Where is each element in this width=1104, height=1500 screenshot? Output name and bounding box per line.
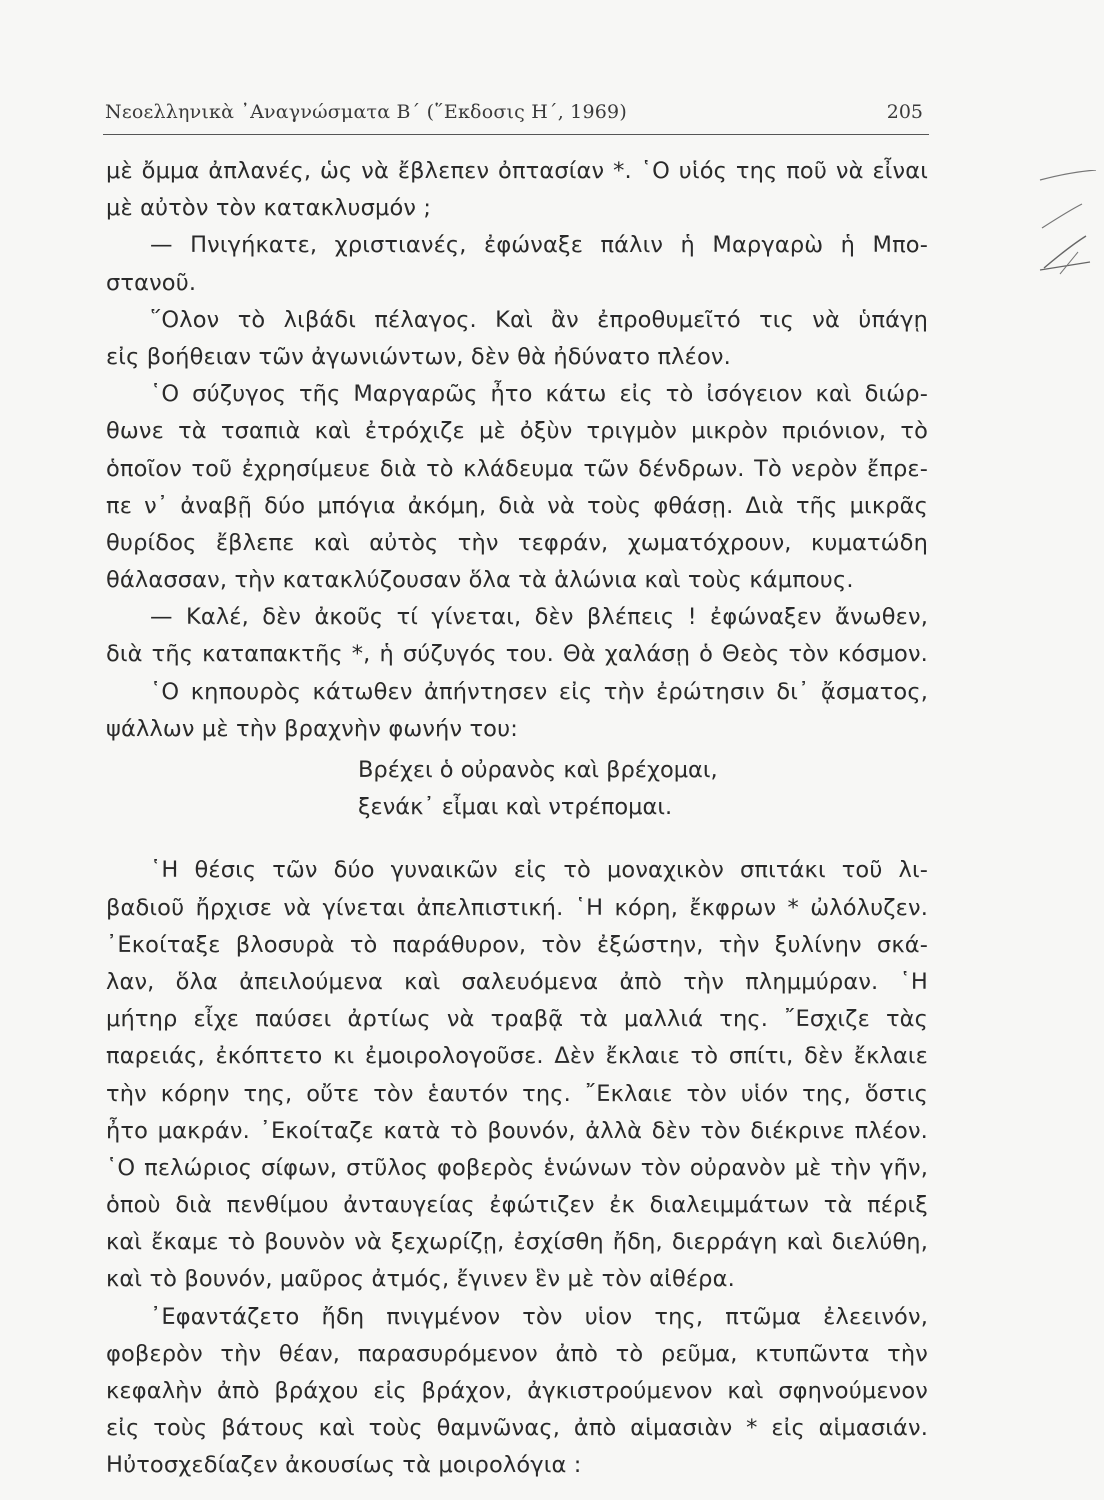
text-line: ᾿Εφαντάζετο ἤδη πνιγμένον τὸν υἱον της, πτῶμα ἐλεεινόν,: [150, 1303, 928, 1330]
verse-block: [106, 752, 928, 826]
paragraph: [106, 1299, 928, 1485]
text-line: μὲ αὐτὸν τὸν κατακλυσμόν ;: [106, 195, 432, 222]
text-line: ῾Ο σύζυγος τῆς Μαργαρῶς ἦτο κάτω εἰς τὸ ἰσόγειον καὶ διώρ-: [150, 381, 928, 408]
page-number: 205: [886, 101, 923, 123]
text-line: ᾿Εκοίταξε βλοσυρὰ τὸ παράθυρον, τὸν ἐξώστην, τὴν ξυλίνην σκά-: [106, 931, 928, 958]
paragraph: [106, 674, 928, 748]
pencil-marks-icon: [1030, 170, 1100, 290]
running-header: [103, 95, 929, 135]
text-line: βαδιοῦ ἤρχισε νὰ γίνεται ἀπελπιστική. ῾Η κόρη, ἔκφρων * ὠλόλυζεν.: [106, 894, 928, 921]
text-line: ὁποῖον τοῦ ἐχρησίμευε διὰ τὸ κλάδευμα τῶν δένδρων. Τὸ νερὸν ἔπρε-: [106, 455, 928, 482]
paragraph: [106, 153, 928, 227]
verse-line: Βρέχει ὁ οὐρανὸς καὶ βρέχομαι,: [358, 757, 718, 783]
text-line: εἰς βοήθειαν τῶν ἀγωνιώντων, δὲν θὰ ἠδύνατο πλέον.: [106, 343, 731, 370]
text-line: φοβερὸν τὴν θέαν, παρασυρόμενον ἀπὸ τὸ ρεῦμα, κτυπῶντα τὴν: [106, 1340, 928, 1367]
text-line: λαν, ὅλα ἀπειλούμενα καὶ σαλευόμενα ἀπὸ τὴν πλημμύραν. ῾Η: [106, 968, 928, 995]
text-line: καὶ τὸ βουνόν, μαῦρος ἀτμός, ἔγινεν ἓν μὲ τὸν αἰθέρα.: [106, 1266, 735, 1293]
header-title: Νεοελληνικὰ ᾿Αναγνώσματα Β΄ (῞Εκδοσις Η΄, 1969): [105, 101, 627, 123]
text-line: θάλασσαν, τὴν κατακλύζουσαν ὅλα τὰ ἁλώνια καὶ τοὺς κάμπους.: [106, 567, 854, 594]
text-line: στανοῦ.: [106, 269, 197, 296]
text-line: ψάλλων μὲ τὴν βραχνὴν φωνήν του:: [106, 715, 518, 742]
paragraph: [106, 376, 928, 599]
text-line: ὁποὺ διὰ πενθίμου ἀνταυγείας ἐφώτιζεν ἐκ διαλειμμάτων τὰ πέριξ: [106, 1192, 928, 1219]
text-line: εἰς τοὺς βάτους καὶ τοὺς θαμνῶνας, ἀπὸ αἱμασιὰν * εἰς αἱμασιάν.: [106, 1415, 928, 1442]
text-line: ῞Ολον τὸ λιβάδι πέλαγος. Καὶ ἂν ἐπροθυμεῖτό τις νὰ ὑπάγῃ: [150, 306, 928, 333]
header-rule: [103, 134, 929, 135]
text-line: διὰ τῆς καταπακτῆς *, ἡ σύζυγός του. Θὰ χαλάσῃ ὁ Θεὸς τὸν κόσμον.: [106, 641, 928, 668]
paragraph: [106, 852, 928, 1298]
text-line: — Πνιγήκατε, χριστιανές, ἐφώναξε πάλιν ἡ Μαργαρὼ ἡ Μπο-: [150, 232, 928, 259]
paragraph: [106, 227, 928, 301]
text-line: θωνε τὰ τσαπιὰ καὶ ἐτρόχιζε μὲ ὀξὺν τριγμὸν μικρὸν πριόνιον, τὸ: [106, 418, 928, 445]
text-line: καὶ ἔκαμε τὸ βουνὸν νὰ ξεχωρίζῃ, ἐσχίσθη ἤδη, διερράγη καὶ διελύθη,: [106, 1229, 928, 1256]
paragraph: [106, 599, 928, 673]
text-line: τὴν κόρην της, οὔτε τὸν ἑαυτόν της. ῎Εκλαιε τὸν υἱόν της, ὅστις: [106, 1080, 928, 1107]
text-line: ῾Ο πελώριος σίφων, στῦλος φοβερὸς ἑνώνων τὸν οὐρανὸν μὲ τὴν γῆν,: [106, 1154, 928, 1181]
text-line: κεφαλὴν ἀπὸ βράχου εἰς βράχον, ἀγκιστρούμενον καὶ σφηνούμενον: [106, 1378, 928, 1404]
text-line: μήτηρ εἶχε παύσει ἀρτίως νὰ τραβᾷ τὰ μαλλιά της. ῎Εσχιζε τὰς: [106, 1006, 928, 1033]
verse-line: ξενάκ᾿ εἶμαι καὶ ντρέπομαι.: [358, 794, 673, 821]
text-line: ῾Ο κηπουρὸς κάτωθεν ἀπήντησεν εἰς τὴν ἐρώτησιν δι᾿ ᾄσματος,: [150, 678, 928, 705]
paragraph: [106, 302, 928, 376]
text-line: παρειάς, ἐκόπτετο κι ἐμοιρολογοῦσε. Δὲν ἔκλαιε τὸ σπίτι, δὲν ἔκλαιε: [106, 1043, 928, 1070]
text-line: ἦτο μακράν. ᾿Εκοίταζε κατὰ τὸ βουνόν, ἀλλὰ δὲν τὸν διέκρινε πλέον.: [106, 1117, 928, 1144]
body-text: [106, 153, 928, 1485]
text-line: μὲ ὄμμα ἀπλανές, ὡς νὰ ἔβλεπεν ὀπτασίαν *. ῾Ο υἱός της ποῦ νὰ εἶναι: [106, 158, 928, 184]
text-line: θυρίδος ἔβλεπε καὶ αὐτὸς τὴν τεφράν, χωματόχρουν, κυματώδη: [106, 529, 928, 556]
text-line: — Καλέ, δὲν ἀκοῦς τί γίνεται, δὲν βλέπεις ! ἐφώναξεν ἄνωθεν,: [150, 604, 928, 631]
text-line: Ηὐτοσχεδίαζεν ἀκουσίως τὰ μοιρολόγια :: [106, 1452, 582, 1479]
text-line: ῾Η θέσις τῶν δύο γυναικῶν εἰς τὸ μοναχικὸν σπιτάκι τοῦ λι-: [150, 857, 928, 884]
text-line: πε ν᾿ ἀναβῇ δύο μπόγια ἀκόμη, διὰ νὰ τοὺς φθάσῃ. Διὰ τῆς μικρᾶς: [106, 492, 928, 519]
